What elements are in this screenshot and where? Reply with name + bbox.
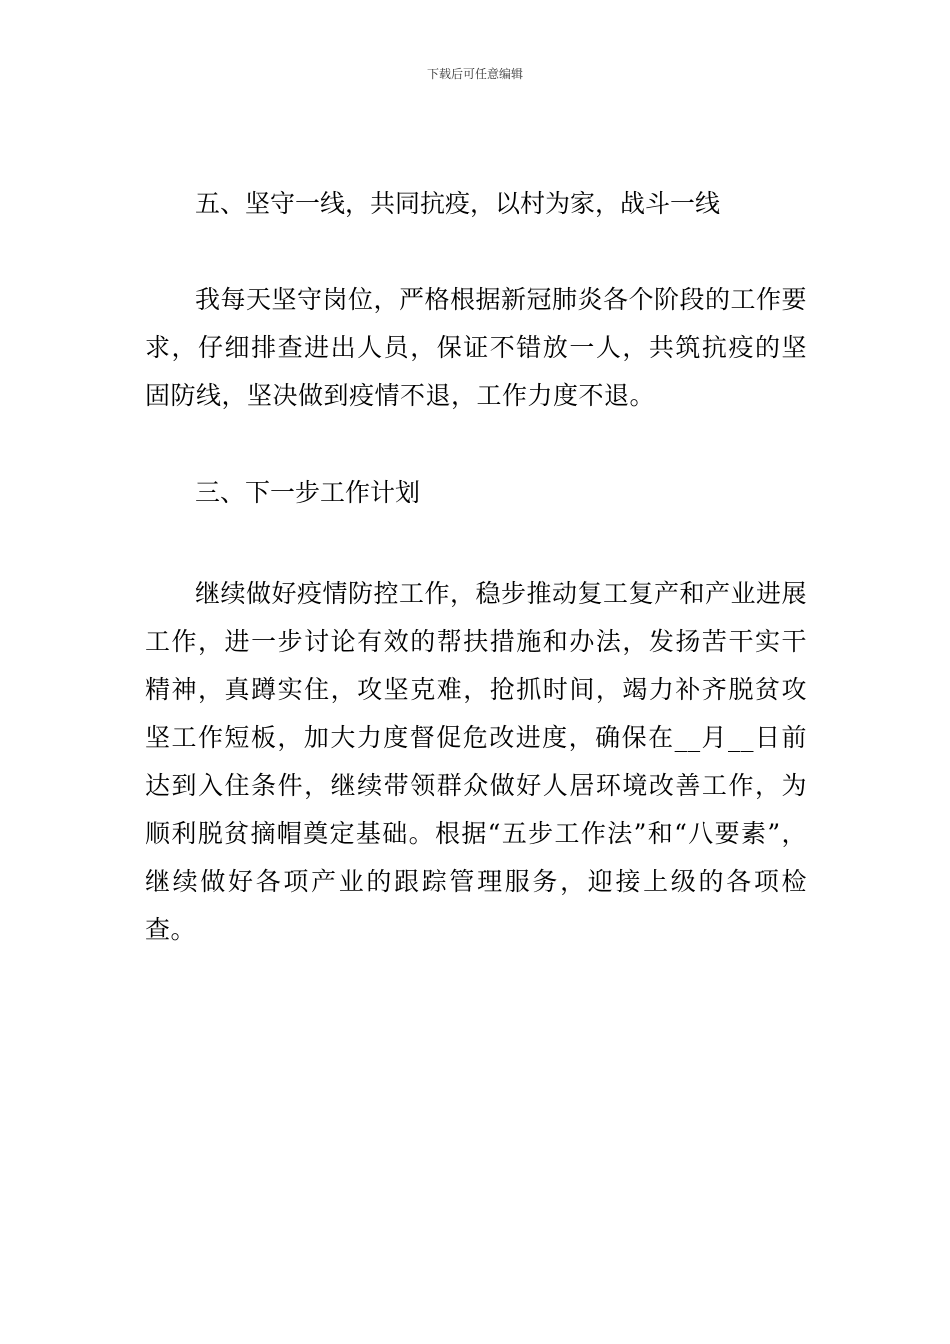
spacer <box>145 517 807 570</box>
paragraph-three: 继续做好疫情防控工作，稳步推动复工复产和产业进展工作，进一步讨论有效的帮扶措施和办法，发扬苦干实干精神，真蹲实住，攻坚克难，抢抓时间，竭力补齐脱贫攻坚工作短板，加大力度督促危改进度，确保在__月__日前达到入住条件，继续带领群众做好人居环境改善工作，为顺利脱贫摘帽奠定基础。根据“五步工作法”和“八要素”，继续做好各项产业的跟踪管理服务，迎接上级的各项检查。 <box>145 579 808 944</box>
spacer <box>145 420 807 469</box>
paragraph-five: 我每天坚守岗位，严格根据新冠肺炎各个阶段的工作要求，仔细排查进出人员，保证不错放一人，共筑抗疫的坚固防线，坚决做到疫情不退，工作力度不退。 <box>145 285 808 410</box>
spacer <box>145 228 807 276</box>
header-note: 下载后可任意编辑 <box>426 67 523 81</box>
document-body <box>145 180 807 954</box>
section-heading-three: 三、下一步工作计划 <box>195 478 421 507</box>
section-heading-five: 五、坚守一线，共同抗疫，以村为家，战斗一线 <box>195 189 721 218</box>
